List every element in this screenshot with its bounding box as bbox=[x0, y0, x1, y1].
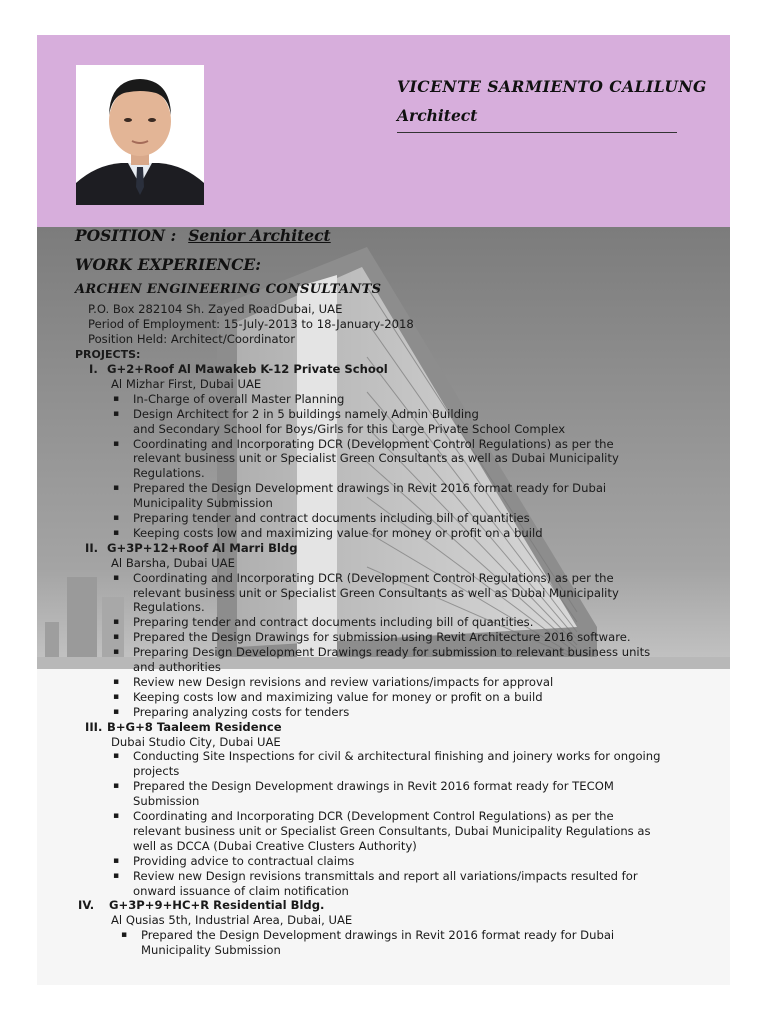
project-title: G+2+Roof Al Mawakeb K-12 Private School bbox=[107, 362, 388, 376]
project-bullet: ▪ Review new Design revisions and review variations/impacts for approval bbox=[133, 675, 553, 690]
project-bullet-continuation: relevant business unit or Specialist Green Consultants, Dubai Municipality Regulations as bbox=[133, 823, 651, 838]
project-bullet-continuation: and Secondary School for Boys/Girls for this Large Private School Complex bbox=[133, 421, 566, 436]
project-location: Al Qusias 5th, Industrial Area, Dubai, UAE bbox=[111, 913, 353, 928]
project-bullet: ▪ Preparing tender and contract documents including bill of quantities. bbox=[133, 615, 533, 630]
work-experience-heading: WORK EXPERIENCE: bbox=[75, 255, 261, 274]
project-number: I. bbox=[89, 362, 98, 376]
project-bullet: ▪ Preparing analyzing costs for tenders bbox=[133, 705, 349, 720]
project-bullet: ▪ Design Architect for 2 in 5 buildings namely Admin Building bbox=[133, 407, 479, 422]
project-bullet: ▪ Keeping costs low and maximizing value for money or profit on a build bbox=[133, 526, 543, 541]
project-bullet-continuation: onward issuance of claim notification bbox=[133, 883, 349, 898]
project-bullet-continuation: and authorities bbox=[133, 660, 221, 674]
project-bullet: ▪ Providing advice to contractual claims bbox=[133, 854, 354, 869]
profile-photo bbox=[76, 65, 204, 205]
candidate-role: Architect bbox=[397, 106, 478, 125]
position-line bbox=[75, 226, 331, 245]
project-bullet: ▪ Coordinating and Incorporating DCR (Development Control Regulations) as per the bbox=[133, 437, 614, 452]
project-bullet-continuation: Municipality Submission bbox=[133, 496, 273, 511]
project-bullet-continuation: Submission bbox=[133, 794, 200, 809]
project-bullet-continuation: Regulations. bbox=[133, 466, 205, 481]
project-bullet: ▪ Prepared the Design Development drawings in Revit 2016 format ready for Dubai bbox=[133, 481, 606, 496]
project-bullet: ▪ Prepared the Design Drawings for submission using Revit Architecture 2016 software. bbox=[133, 630, 631, 645]
project-bullet-continuation: Municipality Submission bbox=[141, 943, 281, 958]
position-label: POSITION : bbox=[75, 226, 177, 245]
project-bullet: ▪ Coordinating and Incorporating DCR (Development Control Regulations) as per the bbox=[133, 571, 614, 586]
project-title: G+3P+12+Roof Al Marri Bldg bbox=[107, 540, 298, 555]
header-divider bbox=[397, 132, 677, 133]
company-name: ARCHEN ENGINEERING CONSULTANTS bbox=[75, 282, 382, 297]
projects-label: PROJECTS: bbox=[75, 348, 141, 361]
position-held: Position Held: Architect/Coordinator bbox=[88, 332, 296, 346]
project-title: G+3P+9+HC+R Residential Bldg. bbox=[109, 898, 325, 913]
project-number: III. bbox=[85, 719, 103, 734]
project-bullet: ▪ Prepared the Design Development drawings in Revit 2016 format ready for TECOM bbox=[133, 779, 614, 794]
project-bullet: ▪ Keeping costs low and maximizing value for money or profit on a build bbox=[133, 690, 543, 705]
project-bullet: ▪ Conducting Site Inspections for civil & architectural finishing and joinery works for ongoing bbox=[133, 749, 660, 764]
employment-period: Period of Employment: 15-July-2013 to 18-January-2018 bbox=[88, 317, 414, 331]
project-bullet-continuation: well as DCCA (Dubai Creative Clusters Authority) bbox=[133, 838, 417, 853]
project-bullet-continuation: projects bbox=[133, 764, 180, 779]
resume-page bbox=[37, 35, 730, 985]
project-bullet: ▪ Review new Design revisions transmittals and report all variations/impacts resulted for bbox=[133, 869, 638, 884]
project-bullet: ▪ Preparing Design Development Drawings ready for submission to relevant business units bbox=[133, 645, 650, 660]
project-bullet-continuation: Regulations. bbox=[133, 600, 205, 615]
project-title: B+G+8 Taaleem Residence bbox=[107, 719, 282, 734]
company-address: P.O. Box 282104 Sh. Zayed RoadDubai, UAE bbox=[88, 302, 343, 316]
candidate-name: VICENTE SARMIENTO CALILUNG bbox=[397, 77, 707, 96]
project-location: Al Barsha, Dubai UAE bbox=[111, 555, 235, 570]
project-location: Al Mizhar First, Dubai UAE bbox=[111, 376, 262, 391]
project-bullet: ▪ Preparing tender and contract documents including bill of quantities bbox=[133, 511, 530, 526]
project-bullet-continuation: relevant business unit or Specialist Green Consultants as well as Dubai Municipality bbox=[133, 451, 619, 466]
project-location: Dubai Studio City, Dubai UAE bbox=[111, 734, 281, 749]
position-value: Senior Architect bbox=[188, 226, 331, 245]
project-bullet-continuation: relevant business unit or Specialist Green Consultants as well as Dubai Municipality bbox=[133, 585, 619, 600]
project-bullet: ▪ Coordinating and Incorporating DCR (Development Control Regulations) as per the bbox=[133, 809, 614, 824]
project-number: II. bbox=[85, 540, 99, 555]
project-number: IV. bbox=[78, 898, 95, 913]
project-bullet: ▪ Prepared the Design Development drawings in Revit 2016 format ready for Dubai bbox=[141, 928, 614, 943]
project-bullet: ▪ In-Charge of overall Master Planning bbox=[133, 392, 344, 407]
